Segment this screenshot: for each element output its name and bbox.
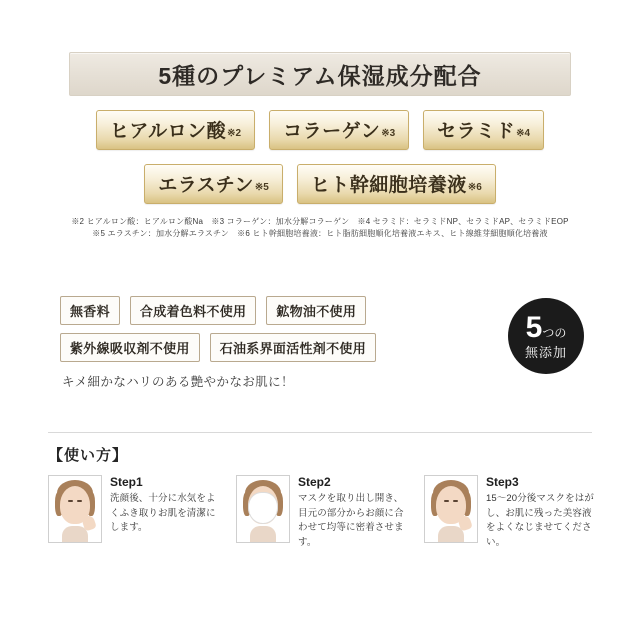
- ingredient-pill: [297, 164, 496, 204]
- badge-number: 5: [525, 311, 543, 344]
- step2-illustration: [236, 475, 290, 543]
- eye-icon: [453, 500, 458, 502]
- additive-free-item: 無香料: [60, 296, 120, 325]
- step-label: Step2: [298, 475, 331, 489]
- step-item: [48, 475, 218, 551]
- footnote-line: ※2 ヒアルロン酸：ヒアルロン酸Na ※3 コラーゲン：加水分解コラーゲン ※4 セラミド：セラミドNP、セラミドAP、セラミドEOP: [71, 217, 569, 226]
- how-to-use-section: [48, 444, 596, 551]
- additive-free-list: [60, 296, 500, 370]
- ingredient-footnote-marker: ※2: [227, 128, 242, 139]
- ingredient-label: コラーゲン: [283, 121, 381, 142]
- ingredient-pill: [144, 164, 283, 204]
- eye-icon: [68, 500, 73, 502]
- step-text-block: [298, 475, 406, 551]
- neck-shape: [62, 526, 88, 542]
- additive-free-section: [0, 296, 640, 416]
- ingredient-pill-row-2: [0, 164, 640, 204]
- tagline-text: キメ細かなハリのある艶やかなお肌に！: [62, 375, 294, 389]
- additive-free-item: 合成着色料不使用: [130, 296, 256, 325]
- step3-illustration: [424, 475, 478, 543]
- ingredient-label: ヒアルロン酸: [109, 121, 227, 142]
- premium-ingredients-section: [0, 52, 640, 240]
- ingredient-label: ヒト幹細胞培養液: [310, 175, 467, 196]
- ingredient-footnote-marker: ※6: [467, 182, 482, 193]
- ingredient-pill: [423, 110, 544, 150]
- neck-shape: [438, 526, 464, 542]
- mask-sheet-shape: [248, 492, 278, 524]
- badge-number-suffix: つの: [542, 326, 567, 340]
- footnote-line: ※5 エラスチン：加水分解エラスチン ※6 ヒト幹細胞培養液：ヒト脂肪細胞順化培養液エキス、ヒト線維芽細胞順化培養液: [92, 229, 548, 238]
- ingredient-footnote-marker: ※4: [516, 128, 531, 139]
- additive-free-badge: [508, 298, 584, 374]
- ingredient-label: セラミド: [437, 121, 516, 142]
- step1-illustration: [48, 475, 102, 543]
- ingredient-footnote-marker: ※5: [254, 182, 269, 193]
- badge-subtitle: 無添加: [524, 345, 567, 360]
- step-description: 洗顔後、十分に水気をよくふき取りお肌を清潔にします。: [110, 493, 216, 534]
- how-to-use-title: 【使い方】: [48, 447, 129, 464]
- additive-free-row: [60, 333, 500, 362]
- steps-list: [48, 475, 596, 551]
- ingredient-pill: [96, 110, 255, 150]
- section-title-banner: [69, 52, 571, 96]
- ingredient-label: エラスチン: [158, 175, 254, 196]
- ingredient-footnotes: [0, 216, 640, 240]
- step-text-block: [486, 475, 594, 551]
- section-divider: [48, 432, 592, 433]
- additive-free-item: 鉱物油不使用: [266, 296, 366, 325]
- additive-free-item: 石油系界面活性剤不使用: [210, 333, 376, 362]
- eye-icon: [444, 500, 449, 502]
- section-title-text: 5種のプレミアム保湿成分配合: [158, 62, 482, 89]
- additive-free-row: [60, 296, 500, 325]
- eye-icon: [77, 500, 82, 502]
- step-label: Step1: [110, 475, 143, 489]
- step-text-block: [110, 475, 218, 551]
- step-description: マスクを取り出し開き、目元の部分からお顔に合わせて均等に密着させます。: [298, 493, 404, 549]
- badge-number-wrap: [526, 313, 567, 343]
- step-label: Step3: [486, 475, 519, 489]
- step-item: [236, 475, 406, 551]
- ingredient-footnote-marker: ※3: [381, 128, 396, 139]
- step-item: [424, 475, 594, 551]
- additive-free-item: 紫外線吸収剤不使用: [60, 333, 200, 362]
- step-description: 15～20分後マスクをはがし、お肌に残った美容液をよくなじませてください。: [486, 493, 594, 549]
- neck-shape: [250, 526, 276, 542]
- ingredient-pill: [269, 110, 409, 150]
- ingredient-pill-row-1: [0, 110, 640, 150]
